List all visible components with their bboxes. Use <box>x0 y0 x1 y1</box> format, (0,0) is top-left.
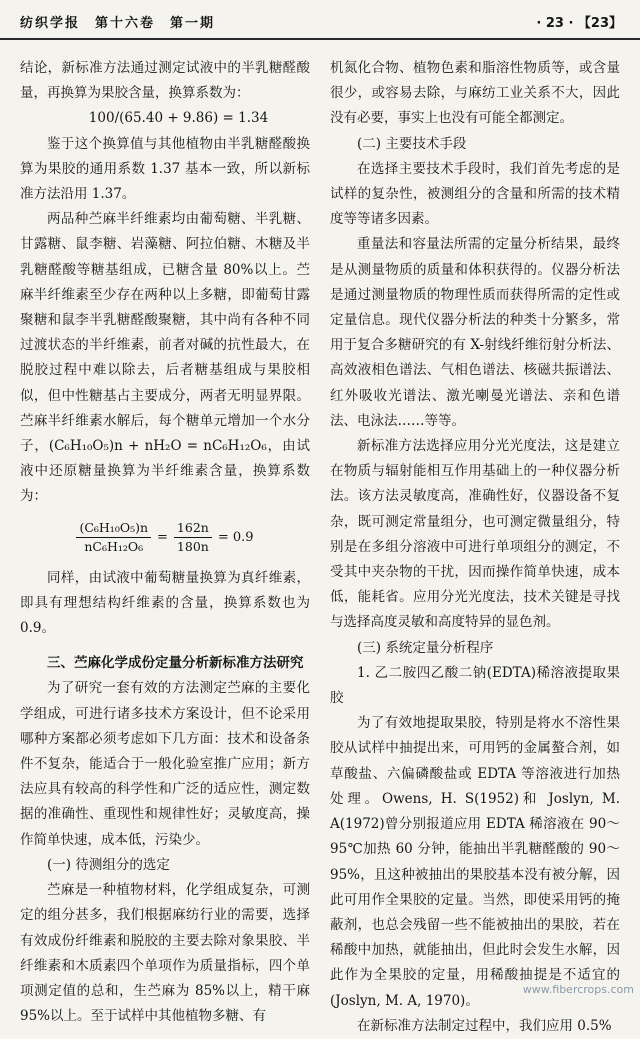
page-header <box>0 0 640 40</box>
paragraph: 在选择主要技术手段时，我们首先考虑的是试样的复杂性，被测组分的含量和所需的技术精度等等诸多因素。 <box>330 160 620 228</box>
paragraph: 重量法和容量法所需的定量分析结果，最终是从测量物质的质量和体积获得的。仪器分析法是通过测量物质的物理性质而获得所需的定性或定量信息。现代仪器分析法的种类十分繁多，常用于复合多糖研究的有 X-射线纤维衍射分析法、高效液相色谱法、气相色谱法、核磁共振谱法、红外吸收光谱法、激光喇曼光谱法、亲和色谱法、电泳法……等等。 <box>330 236 620 429</box>
fraction-1 <box>76 519 151 556</box>
equals-sign: = <box>157 530 168 546</box>
fraction-denominator: nC₆H₁₂O₆ <box>84 539 144 555</box>
fraction-2 <box>174 519 212 556</box>
paragraph: 新标准方法选择应用分光光度法，这是建立在物质与辐射能相互作用基础上的一种仪器分析法。该方法灵敏度高，准确性好，仪器设备不复杂，既可测定常量组分，也可测定微量组分，特别是在多组分溶液中可进行单项组分的测定，不受其中夹杂物的干扰，因而操作简单快速，成本低，能耗省。应用分光光度法，技术关键是寻找与选择高度灵敏和高度特异的显色剂。 <box>330 438 620 631</box>
paragraph: 两品种苎麻半纤维素均由葡萄糖、半乳糖、甘露糖、鼠李糖、岩藻糖、阿拉伯糖、木糖及半乳糖醛酸等糖基组成，已糖含量 80%以上。苎麻半纤维素至少存在两种以上多糖，即葡萄甘露聚糖和鼠李半乳糖醛酸聚糖，其中尚有各种不同过渡状态的半纤维素，前者对碱的抗性最大，在脱胶过程中难以除去，后者糖基组成与果胶相似，但中性糖基占主要成分，两者无明显界限。苎麻半纤维素水解后，每个糖单元增加一个水分子，(C₆H₁₀O₅)n + nH₂O = nC₆H₁₂O₆，由试液中还原糖量换算为半纤维素含量，换算系数为： <box>20 211 310 505</box>
paragraph: 结论，新标准方法通过测定试液中的半乳糖醛酸量，再换算为果胶含量，换算系数为： <box>20 60 310 102</box>
left-column <box>20 56 310 1029</box>
fraction-numerator: 162n <box>174 519 212 538</box>
paragraph: 为了研究一套有效的方法测定苎麻的主要化学组成，可进行诸多技术方案设计，但不论采用哪种方案都必须考虑如下几方面：技术和设备条件不复杂，能适合于一般化验室推广应用；新方法应具有较高的科学性和广泛的适应性，测定数据的准确性、重现性和规律性好；灵敏度高，操作简单快速，成本低，污染少。 <box>20 680 310 848</box>
fraction-numerator: (C₆H₁₀O₅)n <box>76 519 151 538</box>
equation-conversion-pectin: 100/(65.40 + 9.86) = 1.34 <box>88 110 269 127</box>
site-watermark: www.fibercrops.com <box>522 983 634 996</box>
section-heading: 三、苎麻化学成份定量分析新标准方法研究 <box>47 655 304 672</box>
subsection-heading: 1. 乙二胺四乙酸二钠(EDTA)稀溶液提取果胶 <box>330 664 620 707</box>
equation-conversion-hemicellulose <box>20 510 310 566</box>
journal-running-title: 纺织学报 第十六卷 第一期 <box>20 16 216 31</box>
paragraph: 同样，由试液中葡萄糖量换算为真纤维素，即具有理想结构纤维素的含量，换算系数也为 0.9。 <box>20 569 310 637</box>
right-column <box>330 56 620 1039</box>
page-number: · 23 · 【23】 <box>536 16 622 31</box>
subsection-heading: (一) 待测组分的选定 <box>47 856 170 873</box>
subsection-heading: (二) 主要技术手段 <box>357 135 467 152</box>
subsection-heading: (三) 系统定量分析程序 <box>357 639 494 656</box>
paragraph: 苎麻是一种植物材料，化学组成复杂，可测定的组分甚多，我们根据麻纺行业的需要，选择有效成份纤维素和脱胶的主要去除对象果胶、半纤维素和木质素四个单项作为质量指标，四个单项测定值的总和，生苎麻为 85%以上，精干麻 95%以上。至于试样中其他植物多糖、有 <box>20 882 310 1025</box>
paragraph: 机氮化合物、植物色素和脂溶性物质等，或含量很少，或容易去除，与麻纺工业关系不大，因此没有必要，事实上也没有可能全都测定。 <box>330 60 620 127</box>
fraction-denominator: 180n <box>176 539 209 555</box>
paragraph: 在新标准方法制定过程中，我们应用 0.5% <box>357 1017 612 1034</box>
paragraph: 为了有效地提取果胶，特别是将水不溶性果胶从试样中抽提出来，可用钙的金属螯合剂，如草酸盐、六偏磷酸盐或 EDTA 等溶液进行加热处理。Owens, H. S(1952)和 Joslyn, M. A(1972)曾分别报道应用 EDTA 稀溶液在 90～95℃加热 60 分钟，能抽出半乳糖醛酸的 90～95%，且这种被抽出的果胶基本没有被分解，因此可用作全果胶的定量。当然，即使采用钙的掩蔽剂，也总会残留一些不能被抽出的果胶，若在稀酸中加热，就能抽出，但此时会发生水解，因此作为全果胶的定量，用稀酸抽提是不适宜的(Joslyn, M. A, 1970)。 <box>330 715 620 1009</box>
equation-result: = 0.9 <box>217 530 254 546</box>
paragraph: 鉴于这个换算值与其他植物由半乳糖醛酸换算为果胶的通用系数 1.37 基本一致，所以新标准方法沿用 1.37。 <box>20 135 310 203</box>
